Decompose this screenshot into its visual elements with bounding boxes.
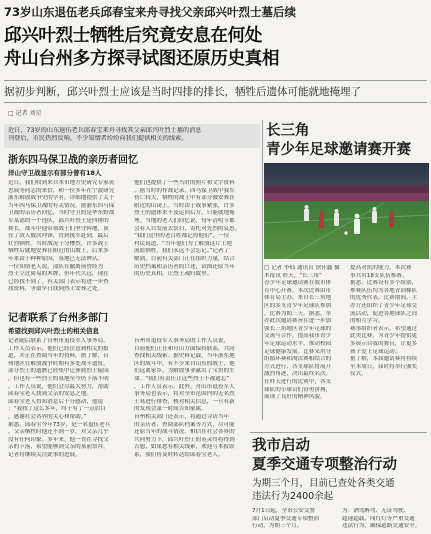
text-line: 邱春宝老人得知消息后十分感动，他说 <box>8 398 104 405</box>
text-line: 烈士的遗体来不及运回后方，只能就地掩 <box>134 210 235 217</box>
text-line: 道，并正在查阅当年的资料。据了解，台 <box>8 353 109 360</box>
football-photo-illustration <box>264 163 429 259</box>
text-line: 球队的小球员们奋勇拼搏， <box>264 386 332 393</box>
text-line: 台州相关部门还表示，将通过寻访当年 <box>134 413 230 420</box>
article-column-2 <box>134 180 260 305</box>
text-line: 壮烈牺牲。当时战况十分惨烈，许多战士 <box>8 240 109 247</box>
text-line: 浙东解放战争史的学者，详细地提供了关于 <box>8 195 115 202</box>
text-line: 方式进行，各支球队将展开 <box>264 363 332 370</box>
text-line: 组循环赛和淘汰赛相结合的 <box>264 356 332 363</box>
text-line: 埋。当地的老人们回忆说，每年清明节都 <box>134 217 235 224</box>
text-line: 流活动，促进各地球队之间 <box>350 310 418 317</box>
section-1-title: 浙东四马保卫战的亲历者回忆 <box>8 155 138 166</box>
text-line: 办此次邀请赛旨在进一步加 <box>264 318 332 325</box>
bottom-story-subtitle-2: 违法行为2400余起 <box>252 491 334 502</box>
right-story-body-2 <box>350 265 429 405</box>
lede-line: 刊登后，市民热烈反响，不少知情者纷纷向我们提供相关的线索。 <box>8 134 188 142</box>
text-line: 参赛队伍均为各地青训梯队 <box>350 287 418 294</box>
right-story-body <box>264 265 346 433</box>
text-line: 孩子爱上足球运动。 <box>350 348 401 355</box>
text-line: 士墓进行排查，核对相关信息，一旦有新 <box>134 398 235 405</box>
lede-line: 近日，73岁的山东退伍老兵邱春宝来舟寻找其父亲邱兴叶烈士墓的消息 <box>8 127 202 134</box>
section-1-subtitle: 洋山守卫战显示有部分曾有18人 <box>8 169 102 177</box>
section-2-title: 记者联系了台州多部门 <box>8 313 108 324</box>
text-line: 记者将继续关注此事的进展。 <box>8 451 81 458</box>
text-line: 工作人员表示，他们已经注意到相关的报 <box>8 345 109 352</box>
text-line: 会有人自发前去祭扫，寄托对先烈的哀思。 <box>134 225 241 232</box>
text-line: 区的多支青少年足球队参加 <box>264 302 332 309</box>
bottom-story-body-right <box>342 508 428 533</box>
text-line: ，比赛为期三天。据悉，举 <box>264 310 332 317</box>
article-column-1 <box>8 180 128 305</box>
text-line: 7月1日起，全市公安交警 <box>252 508 316 514</box>
right-story-title-2: 青少年足球邀请赛开赛 <box>266 142 411 158</box>
text-line: 的发现会第一时间告知家属。 <box>134 406 207 413</box>
subheadline-divider <box>4 102 427 103</box>
text-line: ，但也有一些烈士的墓地至今仍下落不明 <box>8 375 109 382</box>
text-line: 找资料，争取早日找到烈士安葬之处。 <box>8 286 104 293</box>
text-line: ，感谢社会各界的关心和帮助。” <box>8 413 87 420</box>
text-line: 本报讯 昨天，“长三角” <box>264 272 322 279</box>
text-line: 足球健康发展。比赛采用分 <box>264 348 332 355</box>
text-line: 青少年足球邀请赛在我市体 <box>264 280 332 287</box>
text-line: 记者随后联系了台州市退役军人事务局， <box>8 338 109 344</box>
text-line: 亲的下落，希望能够到父亲的墓前祭拜。 <box>8 444 109 451</box>
text-line: 村民说道，“当年他们为了解放这片土地 <box>134 240 232 247</box>
text-line: 此类比赛，为青少年提供更 <box>350 333 418 340</box>
headline-line-1: 邱兴叶烈士牺牲后究竟安息在何处 <box>4 26 262 46</box>
text-line: 当年四马保卫战的有关情况。据浙东四马保 <box>8 202 115 209</box>
text-line: 排长。战斗中他带领战士们坚守阵地，顶 <box>8 225 109 232</box>
text-line: 展现了良好的精神风貌。 <box>264 394 326 401</box>
text-line: 赛事组织者表示，希望通过 <box>350 325 418 332</box>
text-line: 告慰。如果您有相关线索，欢迎与本报联 <box>134 444 235 451</box>
text-line: 据悉，邱春宝今年73岁，是一名退伍老兵 <box>8 421 111 428</box>
football-match-photo <box>264 163 429 259</box>
text-line: 解到，目前有关部门正在组织力量，结合 <box>134 255 235 262</box>
article-byline: □ 记者 刘星 <box>8 110 42 117</box>
bottom-story-body-left <box>252 508 338 533</box>
text-line: 违法行为，确保道路交通安全。 <box>342 523 421 530</box>
text-line: 附近的山岗上。当时由于战事紧张，许多 <box>134 202 235 209</box>
text-line: 邱春宝老人找到父亲的安息之地。 <box>8 391 92 398</box>
text-line: 伤亡较大，牺牲的战士中有部分被安葬在 <box>134 195 235 202</box>
text-line: 办方还组织了青少年足球交 <box>350 302 418 309</box>
bottom-story-title-2: 夏季交通专项整治行动 <box>252 457 397 473</box>
article-kicker: 73岁山东退伍老兵邱春宝来舟寻找父亲邱兴叶烈士墓后续 <box>4 5 297 19</box>
text-line: 为：酒驾醉驾、无证驾驶、 <box>342 508 410 514</box>
text-line: 牺牲后就地安葬在附近的山坡上，后来多 <box>8 248 109 255</box>
article-column-3 <box>8 338 128 466</box>
section-2-subtitle: 希望找到邱兴叶烈士的相关信息 <box>8 327 99 335</box>
text-line: 交流与合作，提高我市青少 <box>264 333 332 340</box>
text-line: 历史档案和亲历者的口述，试图还原当年 <box>134 263 235 270</box>
bottom-story-divider <box>250 432 427 433</box>
text-line: 查找相关线索。据史料记载，当年浙东地 <box>134 353 235 360</box>
text-line: 台州市退役军人事务局的工作人员说， <box>134 338 230 344</box>
right-story-title-1: 长三角 <box>266 123 310 139</box>
text-line: 在昨天进行的比赛中，各支 <box>264 378 332 385</box>
text-line: ，工作人员表示。此外，舟山市退役军人 <box>134 383 235 390</box>
text-line: 的优秀代表。比赛期间，主 <box>350 295 418 302</box>
text-line: 流血牺牲，我们永远不会忘记。”记者了 <box>134 248 230 255</box>
text-line: 超速超载、闯红灯等严重交通 <box>342 515 415 522</box>
headline-divider <box>4 80 427 81</box>
text-line: 激烈角逐，决出最终名次。 <box>264 371 332 378</box>
text-line: 据了解，本届邀请赛将持续 <box>350 356 418 363</box>
text-line: 仪式。 <box>350 371 367 378</box>
text-line: 据悉，比赛设有多个组别， <box>350 280 418 287</box>
text-line: 目前他们正在和舟山方面保持联系，共同 <box>134 345 235 352</box>
text-line: 已经找不到了。有关部门表示将进一步查 <box>8 278 109 285</box>
text-line: 共同努力下，邱兴叶烈士的英灵终将得到 <box>134 436 235 443</box>
text-line: 部分烈士的遗骸已经集中迁葬到烈士陵园 <box>8 368 109 375</box>
text-line: 州地区在解放战争时期有多处战斗遗址， <box>8 360 109 367</box>
column-divider <box>262 120 263 420</box>
text-line: 部门启动夏季交通专项整治 <box>252 515 320 522</box>
article-subheadline: 据初步判断，邱兴叶烈士应该是当时四排的排长，牺牲后遗体可能就地掩埋了 <box>4 86 361 98</box>
text-line: 年足球运动水平，推动校园 <box>264 340 332 347</box>
text-line: 多展示自我的舞台，让更多 <box>350 340 418 347</box>
text-line: 至本周日，届时将举行颁奖 <box>350 363 418 370</box>
text-line: 事务局也表示，将对全市范围内的无名烈 <box>134 391 235 398</box>
text-line: 住了敌人数次冲锋，直到援军赶到，最后 <box>8 233 109 240</box>
text-line: 一位知情老人说，部队在撤离前曾经为 <box>8 263 104 270</box>
text-line: 。据当时的作战记录，四马保卫战中我军 <box>134 187 235 194</box>
text-line: 体育局主办，来自长三角地 <box>264 295 332 302</box>
text-line: 他们也提供了一些当时的照片和文字资料 <box>134 180 235 186</box>
byline-marker: □ <box>8 110 16 117</box>
text-line: 事共有18支队伍参赛。 <box>350 272 408 279</box>
text-line: 的相互学习。 <box>350 318 384 325</box>
text-line: 没有任何印象。多年来，他一直在寻找父 <box>8 436 109 443</box>
text-line: ：“我找了这么多年，终于有了一点眉目 <box>8 406 106 413</box>
text-line: 军某部的一个连队，邱兴叶烈士是四排的 <box>8 217 109 224</box>
text-line: 还原当年的战斗情况。相信在社会各界的 <box>134 429 235 436</box>
text-line: “我们这里的老百姓都记得他们”，一位 <box>134 233 230 240</box>
text-line: 行动，为期三个月。 <box>252 523 303 530</box>
text-line: 系，我们将及时转达给邱春宝老人。 <box>134 451 224 458</box>
text-line: 们远离家乡，为解放事业献出了宝贵的生 <box>134 368 235 375</box>
text-line: 卫战的亲历者回忆，当时守卫的是华东野战 <box>8 210 115 217</box>
article-column-4 <box>134 338 246 466</box>
text-line: 强长三角地区青少年足球的 <box>264 325 332 332</box>
text-line: 育中心开赛。本次比赛由市 <box>264 287 332 294</box>
text-line: 忠展等同志的来信，和一位多年在宁波研究 <box>8 187 115 194</box>
text-line: 。工作人员说，他们会尽最大努力，帮助 <box>8 383 109 390</box>
text-line: ，父亲牺牲时他还不到一岁，对父亲几乎 <box>8 429 109 436</box>
text-line: 近日，我们收到来自本市地方史研究专家黄 <box>8 180 115 186</box>
bottom-story-title-1: 我市启动 <box>252 438 310 454</box>
text-line: 的亲历者、查阅部队档案等方式，尽可能 <box>134 421 235 428</box>
headline-line-2: 舟山台州多方探寻试图还原历史真相 <box>4 49 280 69</box>
text-line: 命。“我们有责任让这些烈士不被遗忘” <box>134 375 230 382</box>
text-line: 的历史真相，让烈士魂归故里。 <box>134 271 213 278</box>
text-line: 提高对抗的能力。本次赛 <box>350 265 412 271</box>
text-line: □ 记者 李仙 通讯员 徐佳鑫 摄 <box>264 265 340 271</box>
text-line: 年来由于种种原因，墓地已无法辨认。 <box>8 255 104 262</box>
bottom-story-subtitle-1: 为期三个月，目前已查处各类交通 <box>252 478 395 489</box>
text-line: 烈士立过简易的木牌，但年代久远，现在 <box>8 271 109 278</box>
text-line: 区的战斗中，有不少来自山东的战士，他 <box>134 360 235 367</box>
article-lede <box>4 124 260 148</box>
